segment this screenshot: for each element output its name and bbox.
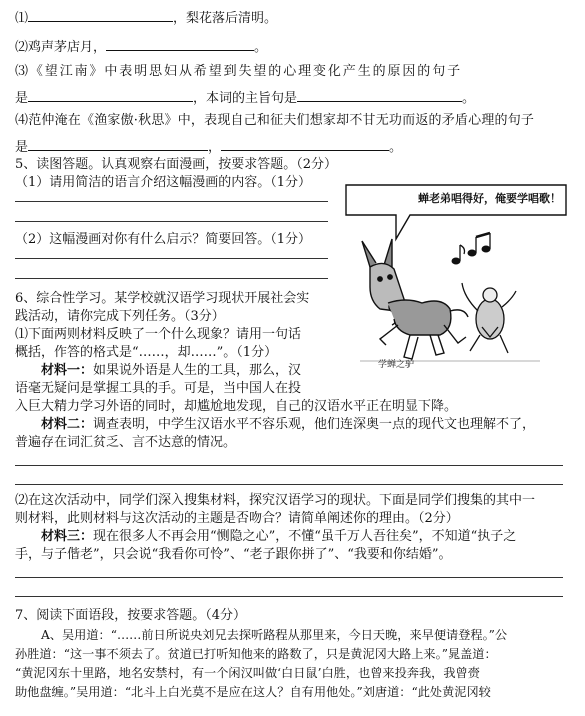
q5-subquestion-1: （1）请用简洁的语言介绍这幅漫画的内容。（1分） bbox=[15, 175, 312, 190]
q7-passage-line-2: 孙胜道：“这一事不须去了。贫道已打听知他来的路数了，只是黄泥冈大路上来。”晁盖道： bbox=[15, 647, 497, 661]
material-1-line-3: 入巨大精力学习外语的同时，却尴尬地发现，自己的汉语水平正在明显下降。 bbox=[15, 399, 458, 414]
answer-blank[interactable] bbox=[106, 38, 254, 51]
answer-line[interactable] bbox=[15, 465, 563, 466]
q4-item-2-number: ⑵ bbox=[15, 40, 29, 55]
material-2-line-2: 普遍存在词汇贫乏、言不达意的情况。 bbox=[15, 435, 237, 450]
donkey-cicada-illustration bbox=[340, 179, 572, 374]
speech-bubble-text: 蝉老弟唱得好，俺要学唱歌！ bbox=[418, 192, 561, 205]
q7-passage-line-4: 助他盘缠。”吴用道：“北斗上白光莫不是应在这人？自有用他处。”刘唐道：“此处黄泥冈较 bbox=[15, 685, 491, 699]
answer-line[interactable] bbox=[15, 258, 328, 259]
material-3-label: 材料三： bbox=[41, 529, 94, 544]
q4-item-1-number: ⑴ bbox=[15, 11, 29, 26]
answer-line[interactable] bbox=[15, 201, 328, 202]
q4-item-2-end: 。 bbox=[254, 40, 268, 55]
answer-blank[interactable] bbox=[28, 9, 173, 22]
q4-line-2 bbox=[15, 38, 267, 56]
q6-subquestion-2-line-1: ⑵在这次活动中，同学们深入搜集材料，探究汉语学习的现状。下面是同学们搜集的其中一 bbox=[15, 493, 536, 508]
q4-item-2-text: 鸡声茅店月， bbox=[28, 40, 107, 55]
answer-line[interactable] bbox=[15, 484, 563, 485]
material-3-text: 现在很多人不再会用“恻隐之心”，不懂“虽千万人吾往矣”，不知道“执子之 bbox=[93, 529, 517, 544]
material-1-label: 材料一： bbox=[41, 363, 94, 378]
q4-item-3-mid: ，本词的主旨句是 bbox=[193, 91, 298, 106]
q4-item-3-end: 。 bbox=[462, 91, 476, 106]
answer-blank[interactable] bbox=[28, 138, 208, 151]
q6-title-line-1: 6、综合性学习。某学校就汉语学习现状开展社会实 bbox=[15, 291, 310, 306]
material-1-text: 如果说外语是人生的工具，那么，汉 bbox=[93, 363, 302, 378]
q4-item-1-text: ，梨花落后清明。 bbox=[173, 11, 278, 26]
answer-line[interactable] bbox=[15, 596, 563, 597]
q4-item-3-line-2 bbox=[15, 89, 475, 107]
q4-item-4-line-2 bbox=[15, 138, 402, 156]
material-2-label: 材料二： bbox=[41, 417, 94, 432]
material-1-line-2: 语毫无疑问是掌握工具的手。可是，当中国人在投 bbox=[15, 381, 302, 396]
answer-line[interactable] bbox=[15, 577, 563, 578]
answer-blank[interactable] bbox=[221, 138, 389, 151]
q6-title-line-2: 践活动，请你完成下列任务。（3分） bbox=[15, 309, 225, 324]
q6-subquestion-1-line-1: ⑴下面两则材料反映了一个什么现象？请用一句话 bbox=[15, 327, 302, 342]
q4-item-4-mid: ， bbox=[208, 140, 222, 155]
cartoon-caption: 学蝉之驴 bbox=[378, 360, 415, 370]
donkey-icon bbox=[362, 239, 468, 359]
cicada-icon bbox=[462, 283, 516, 353]
material-3-line-2: 手，与子偕老”，只会说“我看你可怜”、“老子跟你拼了”、“我要和你结婚”。 bbox=[15, 547, 452, 562]
answer-line[interactable] bbox=[15, 278, 328, 279]
q7-title: 7、阅读下面语段，按要求答题。（4分） bbox=[15, 608, 247, 623]
material-2-text: 调查表明，中学生汉语水平不容乐观，他们连深奥一点的现代文也理解不了， bbox=[93, 417, 536, 432]
material-1-line-1 bbox=[41, 363, 301, 379]
q5-subquestion-2: （2）这幅漫画对你有什么启示？简要回答。（1分） bbox=[15, 232, 312, 247]
q4-item-3-line-1: ⑶《望江南》中表明思妇从希望到失望的心理变化产生的原因的句子 bbox=[15, 64, 463, 79]
material-2-line-1 bbox=[41, 417, 535, 433]
answer-blank[interactable] bbox=[297, 89, 462, 102]
q4-item-3-pre: 是 bbox=[15, 91, 29, 106]
music-notes-icon bbox=[452, 233, 490, 264]
q5-title: 5、读图答题。认真观察右面漫画，按要求答题。（2分） bbox=[15, 157, 338, 172]
answer-blank[interactable] bbox=[28, 89, 193, 102]
q4-item-4-line-1: ⑷范仲淹在《渔家傲·秋思》中，表现自己和征夫们想家却不甘无功而返的矛盾心理的句子 bbox=[15, 113, 535, 128]
q4-line-1 bbox=[15, 9, 277, 27]
answer-line[interactable] bbox=[15, 221, 328, 222]
q6-subquestion-2-line-2: 则材料，此则材料与这次活动的主题是否吻合？请简单阐述你的理由。（2分） bbox=[15, 511, 459, 526]
material-3-line-1 bbox=[41, 529, 516, 545]
q6-subquestion-1-line-2: 概括，作答的格式是“……，却……”。（1分） bbox=[15, 345, 278, 360]
q7-passage-line-3: “黄泥冈东十里路，地名安禁村，有一个闲汉叫做‘白日鼠’白胜，也曾来投奔我，我曾赍 bbox=[15, 666, 480, 680]
q4-item-4-pre: 是 bbox=[15, 140, 29, 155]
cartoon-image bbox=[340, 179, 572, 374]
q4-item-4-end: 。 bbox=[389, 140, 403, 155]
q7-passage-line-1: A、吴用道：“……前日所说央刘兄去探听路程从那里来，今日天晚，来早便请登程。”公 bbox=[41, 628, 508, 642]
